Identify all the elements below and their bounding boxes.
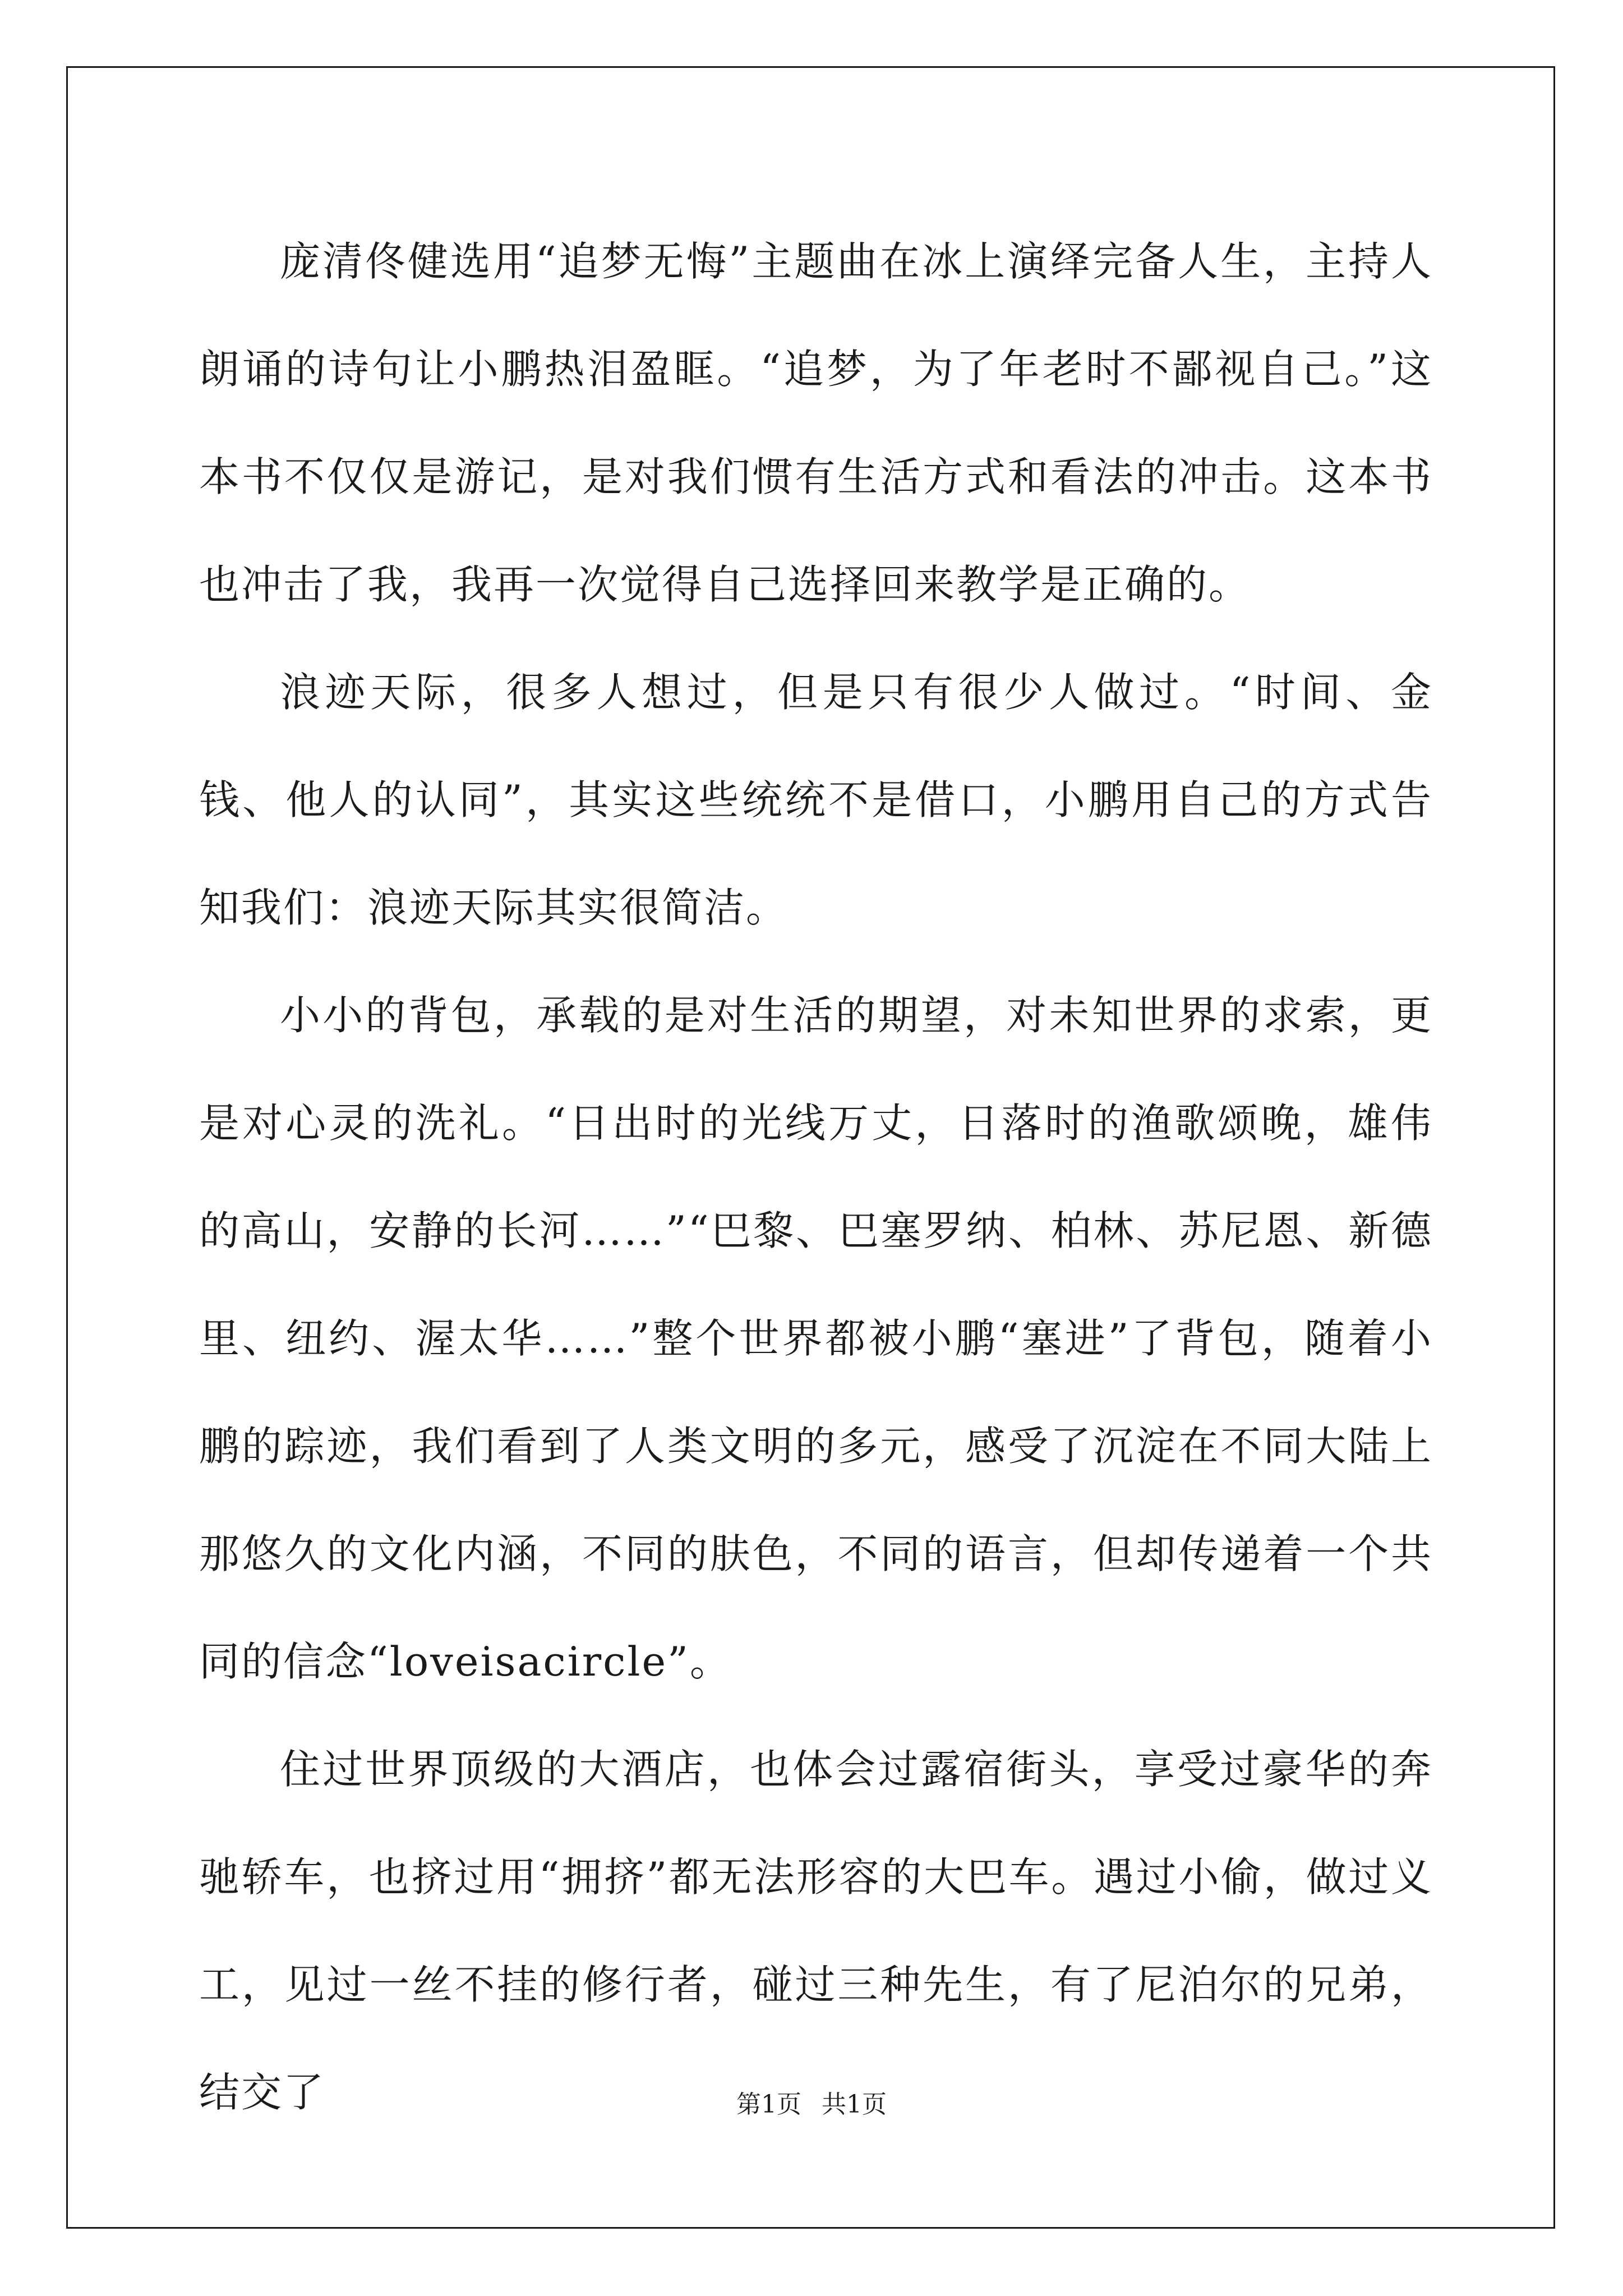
page-total: 共1页 [822, 2090, 887, 2119]
page-number: 第1页 [736, 2090, 801, 2119]
document-body [199, 208, 1433, 2146]
paragraph: 小小的背包，承载的是对生活的期望，对未知世界的求索，更是对心灵的洗礼。“日出时的光线万丈，日落时的渔歌颂晚，雄伟的高山，安静的长河……”“巴黎、巴塞罗纳、柏林、苏尼恩、新德里、纽约、渥太华……”整个世界都被小鹏“塞进”了背包，随着小鹏的踪迹，我们看到了人类文明的多元，感受了沉淀在不同大陆上那悠久的文化内涵，不同的肤色，不同的语言，但却传递着一个共同的信念“loveisacircle”。 [199, 992, 1433, 1685]
page-footer [0, 2084, 1623, 2120]
paragraph: 浪迹天际，很多人想过，但是只有很少人做过。“时间、金钱、他人的认同”，其实这些统统不是借口，小鹏用自己的方式告知我们：浪迹天际其实很简洁。 [199, 669, 1433, 931]
paragraph: 住过世界顶级的大酒店，也体会过露宿街头，享受过豪华的奔驰轿车，也挤过用“拥挤”都无法形容的大巴车。遇过小偷，做过义工，见过一丝不挂的修行者，碰过三种先生，有了尼泊尔的兄弟，结交了 [199, 1746, 1433, 2116]
paragraph: 庞清佟健选用“追梦无悔”主题曲在冰上演绎完备人生，主持人朗诵的诗句让小鹏热泪盈眶。“追梦，为了年老时不鄙视自己。”这本书不仅仅是游记，是对我们惯有生活方式和看法的冲击。这本书也冲击了我，我再一次觉得自己选择回来教学是正确的。 [199, 238, 1433, 608]
